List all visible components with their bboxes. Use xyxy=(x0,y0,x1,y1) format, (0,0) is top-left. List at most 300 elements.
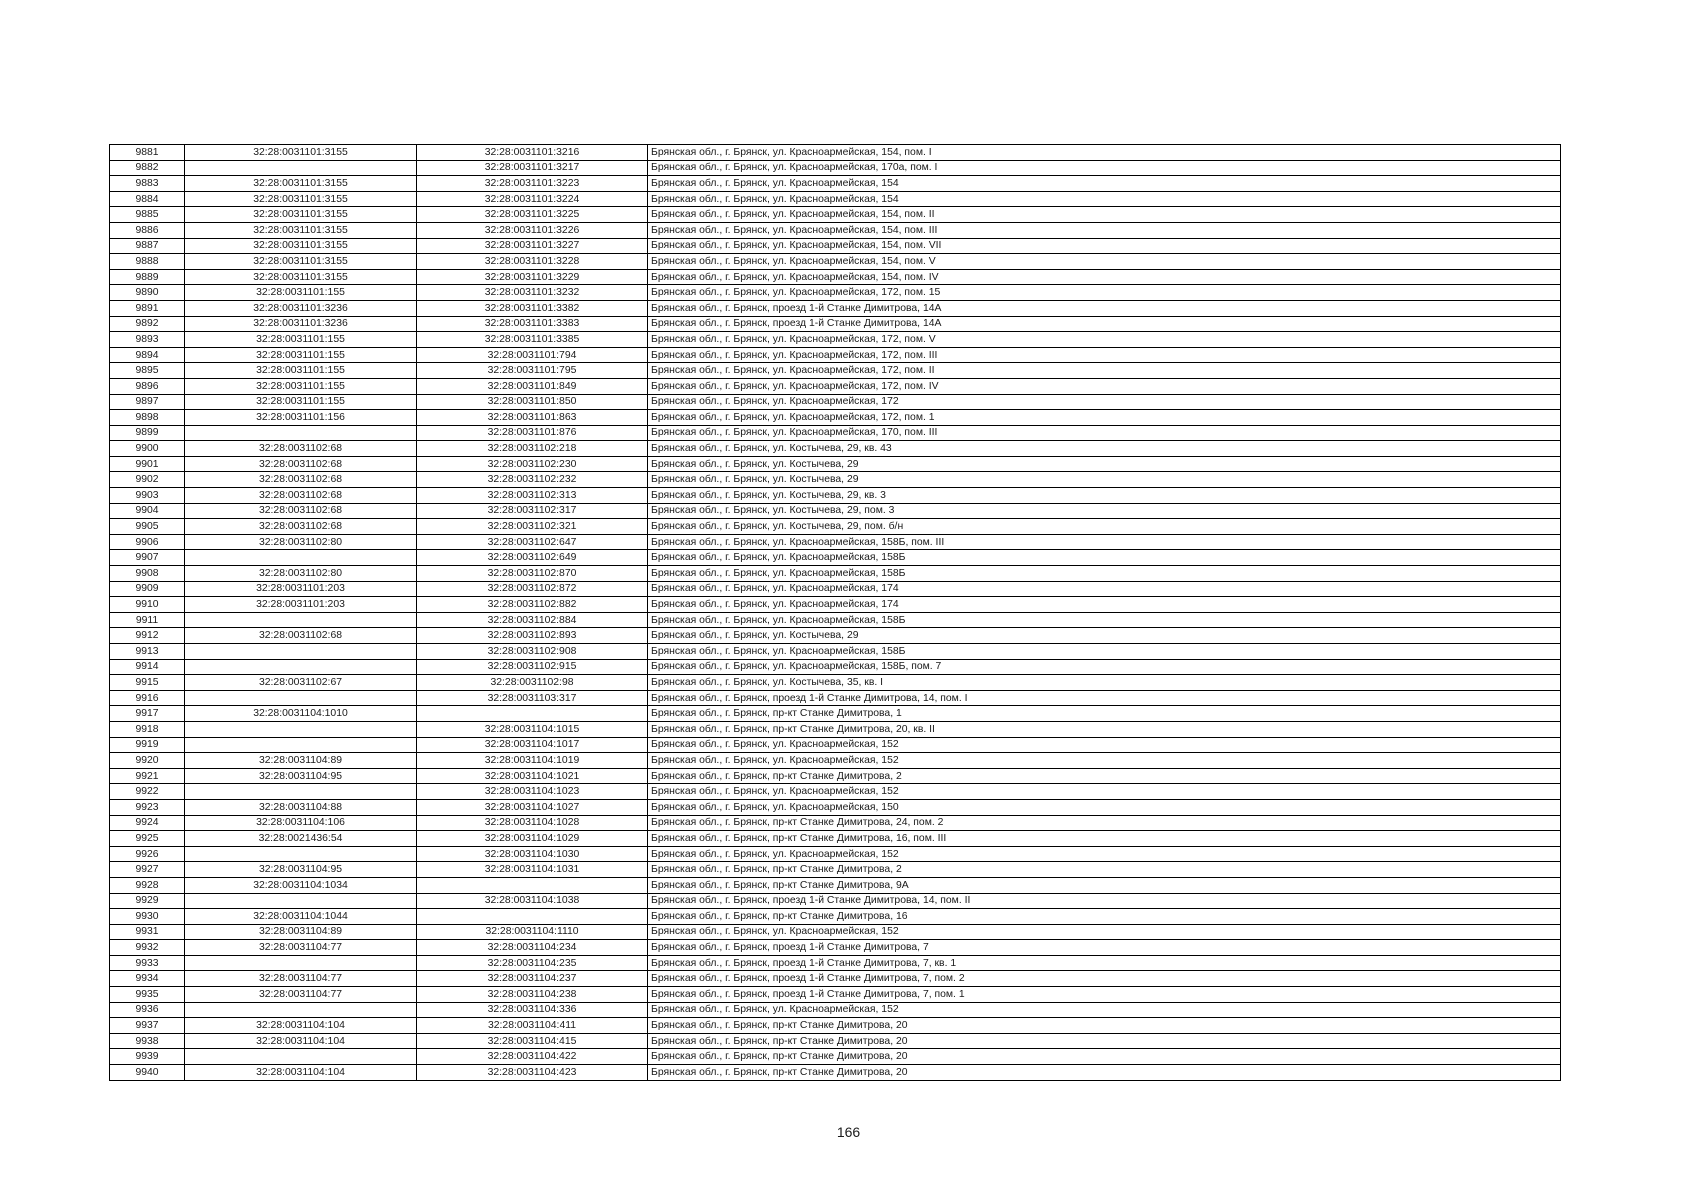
address-cell: Брянская обл., г. Брянск, ул. Красноармейская, 170а, пом. I xyxy=(648,160,1561,176)
table-row xyxy=(110,254,1561,270)
address-cell: Брянская обл., г. Брянск, пр-кт Станке Димитрова, 20 xyxy=(648,1018,1561,1034)
table-row xyxy=(110,659,1561,675)
row-number-cell: 9900 xyxy=(110,441,185,457)
parent-cadastral-number-cell xyxy=(185,955,417,971)
row-number-cell: 9927 xyxy=(110,862,185,878)
row-number-cell: 9929 xyxy=(110,893,185,909)
address-cell: Брянская обл., г. Брянск, ул. Костычева, 35, кв. I xyxy=(648,675,1561,691)
cadastral-number-cell: 32:28:0031102:884 xyxy=(417,612,648,628)
table-row xyxy=(110,456,1561,472)
address-cell: Брянская обл., г. Брянск, пр-кт Станке Димитрова, 20 xyxy=(648,1049,1561,1065)
row-number-cell: 9912 xyxy=(110,628,185,644)
cadastral-number-cell: 32:28:0031101:3223 xyxy=(417,176,648,192)
cadastral-number-cell: 32:28:0031104:1021 xyxy=(417,768,648,784)
table-row xyxy=(110,363,1561,379)
cadastral-number-cell: 32:28:0031102:872 xyxy=(417,581,648,597)
parent-cadastral-number-cell: 32:28:0031101:155 xyxy=(185,332,417,348)
parent-cadastral-number-cell: 32:28:0021436:54 xyxy=(185,831,417,847)
address-cell: Брянская обл., г. Брянск, ул. Красноармейская, 154, пом. V xyxy=(648,254,1561,270)
parent-cadastral-number-cell: 32:28:0031104:77 xyxy=(185,971,417,987)
parent-cadastral-number-cell: 32:28:0031101:203 xyxy=(185,597,417,613)
cadastral-number-cell: 32:28:0031104:422 xyxy=(417,1049,648,1065)
address-cell: Брянская обл., г. Брянск, ул. Костычева, 29, кв. 43 xyxy=(648,441,1561,457)
address-cell: Брянская обл., г. Брянск, ул. Костычева, 29 xyxy=(648,628,1561,644)
address-cell: Брянская обл., г. Брянск, ул. Красноармейская, 152 xyxy=(648,784,1561,800)
table-row xyxy=(110,222,1561,238)
address-cell: Брянская обл., г. Брянск, ул. Костычева, 29, пом. б/н xyxy=(648,519,1561,535)
table-row xyxy=(110,160,1561,176)
cadastral-number-cell: 32:28:0031104:1023 xyxy=(417,784,648,800)
address-cell: Брянская обл., г. Брянск, ул. Красноармейская, 172, пом. IV xyxy=(648,378,1561,394)
row-number-cell: 9888 xyxy=(110,254,185,270)
parent-cadastral-number-cell: 32:28:0031101:3155 xyxy=(185,238,417,254)
cadastral-number-cell: 32:28:0031102:908 xyxy=(417,644,648,660)
parent-cadastral-number-cell xyxy=(185,737,417,753)
row-number-cell: 9903 xyxy=(110,488,185,504)
address-cell: Брянская обл., г. Брянск, пр-кт Станке Димитрова, 20, кв. II xyxy=(648,721,1561,737)
cadastral-number-cell: 32:28:0031104:415 xyxy=(417,1033,648,1049)
parent-cadastral-number-cell: 32:28:0031101:3155 xyxy=(185,254,417,270)
parent-cadastral-number-cell: 32:28:0031101:155 xyxy=(185,394,417,410)
cadastral-number-cell: 32:28:0031101:3227 xyxy=(417,238,648,254)
address-cell: Брянская обл., г. Брянск, ул. Красноармейская, 152 xyxy=(648,753,1561,769)
row-number-cell: 9898 xyxy=(110,410,185,426)
table-row xyxy=(110,893,1561,909)
parent-cadastral-number-cell: 32:28:0031101:3236 xyxy=(185,316,417,332)
row-number-cell: 9882 xyxy=(110,160,185,176)
address-cell: Брянская обл., г. Брянск, пр-кт Станке Димитрова, 9А xyxy=(648,877,1561,893)
address-cell: Брянская обл., г. Брянск, ул. Костычева, 29, пом. 3 xyxy=(648,503,1561,519)
row-number-cell: 9920 xyxy=(110,753,185,769)
cadastral-number-cell: 32:28:0031104:1027 xyxy=(417,799,648,815)
parent-cadastral-number-cell xyxy=(185,160,417,176)
row-number-cell: 9889 xyxy=(110,269,185,285)
cadastral-number-cell: 32:28:0031104:235 xyxy=(417,955,648,971)
table-row xyxy=(110,1065,1561,1081)
table-row xyxy=(110,534,1561,550)
row-number-cell: 9896 xyxy=(110,378,185,394)
address-cell: Брянская обл., г. Брянск, ул. Красноармейская, 174 xyxy=(648,581,1561,597)
address-cell: Брянская обл., г. Брянск, пр-кт Станке Димитрова, 20 xyxy=(648,1033,1561,1049)
page-number: 166 xyxy=(836,1124,861,1140)
row-number-cell: 9932 xyxy=(110,940,185,956)
parent-cadastral-number-cell xyxy=(185,425,417,441)
row-number-cell: 9902 xyxy=(110,472,185,488)
cadastral-number-cell: 32:28:0031104:411 xyxy=(417,1018,648,1034)
cadastral-number-cell: 32:28:0031101:863 xyxy=(417,410,648,426)
cadastral-number-cell: 32:28:0031101:3382 xyxy=(417,300,648,316)
address-cell: Брянская обл., г. Брянск, проезд 1-й Станке Димитрова, 7 xyxy=(648,940,1561,956)
table-row xyxy=(110,176,1561,192)
row-number-cell: 9884 xyxy=(110,191,185,207)
cadastral-number-cell: 32:28:0031102:882 xyxy=(417,597,648,613)
table-row xyxy=(110,238,1561,254)
row-number-cell: 9887 xyxy=(110,238,185,254)
cadastral-table xyxy=(109,144,1561,1081)
row-number-cell: 9917 xyxy=(110,706,185,722)
parent-cadastral-number-cell: 32:28:0031104:89 xyxy=(185,753,417,769)
cadastral-number-cell: 32:28:0031103:317 xyxy=(417,690,648,706)
parent-cadastral-number-cell xyxy=(185,1049,417,1065)
table-row xyxy=(110,1002,1561,1018)
parent-cadastral-number-cell xyxy=(185,690,417,706)
cadastral-number-cell: 32:28:0031101:3226 xyxy=(417,222,648,238)
address-cell: Брянская обл., г. Брянск, ул. Костычева, 29 xyxy=(648,472,1561,488)
table-row xyxy=(110,909,1561,925)
address-cell: Брянская обл., г. Брянск, пр-кт Станке Димитрова, 20 xyxy=(648,1065,1561,1081)
parent-cadastral-number-cell xyxy=(185,1002,417,1018)
cadastral-number-cell: 32:28:0031101:3224 xyxy=(417,191,648,207)
parent-cadastral-number-cell: 32:28:0031101:155 xyxy=(185,285,417,301)
parent-cadastral-number-cell: 32:28:0031102:68 xyxy=(185,441,417,457)
table-row xyxy=(110,831,1561,847)
row-number-cell: 9909 xyxy=(110,581,185,597)
table-row xyxy=(110,924,1561,940)
parent-cadastral-number-cell: 32:28:0031101:155 xyxy=(185,378,417,394)
table-row xyxy=(110,378,1561,394)
table-row xyxy=(110,441,1561,457)
table-row xyxy=(110,1018,1561,1034)
table-row xyxy=(110,675,1561,691)
address-cell: Брянская обл., г. Брянск, ул. Красноармейская, 154, пом. III xyxy=(648,222,1561,238)
row-number-cell: 9899 xyxy=(110,425,185,441)
row-number-cell: 9905 xyxy=(110,519,185,535)
table-row xyxy=(110,1033,1561,1049)
row-number-cell: 9907 xyxy=(110,550,185,566)
cadastral-number-cell: 32:28:0031104:1029 xyxy=(417,831,648,847)
address-cell: Брянская обл., г. Брянск, ул. Красноармейская, 174 xyxy=(648,597,1561,613)
address-cell: Брянская обл., г. Брянск, ул. Красноармейская, 172 xyxy=(648,394,1561,410)
cadastral-number-cell: 32:28:0031102:317 xyxy=(417,503,648,519)
table-row xyxy=(110,971,1561,987)
row-number-cell: 9892 xyxy=(110,316,185,332)
cadastral-number-cell: 32:28:0031102:313 xyxy=(417,488,648,504)
cadastral-number-cell: 32:28:0031101:3216 xyxy=(417,145,648,161)
parent-cadastral-number-cell: 32:28:0031101:155 xyxy=(185,347,417,363)
row-number-cell: 9893 xyxy=(110,332,185,348)
row-number-cell: 9922 xyxy=(110,784,185,800)
table-row xyxy=(110,550,1561,566)
address-cell: Брянская обл., г. Брянск, проезд 1-й Станке Димитрова, 14А xyxy=(648,316,1561,332)
cadastral-number-cell: 32:28:0031104:234 xyxy=(417,940,648,956)
address-cell: Брянская обл., г. Брянск, ул. Красноармейская, 152 xyxy=(648,737,1561,753)
parent-cadastral-number-cell: 32:28:0031101:3155 xyxy=(185,222,417,238)
parent-cadastral-number-cell xyxy=(185,784,417,800)
row-number-cell: 9921 xyxy=(110,768,185,784)
cadastral-number-cell xyxy=(417,909,648,925)
address-cell: Брянская обл., г. Брянск, ул. Красноармейская, 170, пом. III xyxy=(648,425,1561,441)
address-cell: Брянская обл., г. Брянск, ул. Красноармейская, 158Б xyxy=(648,566,1561,582)
address-cell: Брянская обл., г. Брянск, ул. Красноармейская, 158Б xyxy=(648,550,1561,566)
address-cell: Брянская обл., г. Брянск, пр-кт Станке Димитрова, 2 xyxy=(648,768,1561,784)
cadastral-number-cell: 32:28:0031102:218 xyxy=(417,441,648,457)
table-row xyxy=(110,768,1561,784)
row-number-cell: 9894 xyxy=(110,347,185,363)
address-cell: Брянская обл., г. Брянск, ул. Красноармейская, 158Б xyxy=(648,644,1561,660)
row-number-cell: 9928 xyxy=(110,877,185,893)
parent-cadastral-number-cell: 32:28:0031101:3155 xyxy=(185,145,417,161)
row-number-cell: 9901 xyxy=(110,456,185,472)
parent-cadastral-number-cell: 32:28:0031104:77 xyxy=(185,987,417,1003)
row-number-cell: 9897 xyxy=(110,394,185,410)
address-cell: Брянская обл., г. Брянск, ул. Красноармейская, 152 xyxy=(648,1002,1561,1018)
cadastral-number-cell: 32:28:0031104:238 xyxy=(417,987,648,1003)
address-cell: Брянская обл., г. Брянск, ул. Красноармейская, 154, пом. VII xyxy=(648,238,1561,254)
cadastral-number-cell: 32:28:0031101:3383 xyxy=(417,316,648,332)
table-row xyxy=(110,877,1561,893)
cadastral-number-cell: 32:28:0031104:1015 xyxy=(417,721,648,737)
parent-cadastral-number-cell: 32:28:0031104:104 xyxy=(185,1033,417,1049)
parent-cadastral-number-cell xyxy=(185,846,417,862)
table-row xyxy=(110,628,1561,644)
table-row xyxy=(110,207,1561,223)
table-row xyxy=(110,503,1561,519)
table-row xyxy=(110,815,1561,831)
address-cell: Брянская обл., г. Брянск, проезд 1-й Станке Димитрова, 7, пом. 1 xyxy=(648,987,1561,1003)
row-number-cell: 9913 xyxy=(110,644,185,660)
parent-cadastral-number-cell: 32:28:0031101:155 xyxy=(185,363,417,379)
parent-cadastral-number-cell: 32:28:0031101:3155 xyxy=(185,191,417,207)
row-number-cell: 9911 xyxy=(110,612,185,628)
row-number-cell: 9930 xyxy=(110,909,185,925)
table-row xyxy=(110,862,1561,878)
parent-cadastral-number-cell xyxy=(185,644,417,660)
table-row xyxy=(110,488,1561,504)
cadastral-number-cell: 32:28:0031102:321 xyxy=(417,519,648,535)
table-row xyxy=(110,940,1561,956)
row-number-cell: 9904 xyxy=(110,503,185,519)
table-row xyxy=(110,987,1561,1003)
cadastral-number-cell: 32:28:0031104:1019 xyxy=(417,753,648,769)
cadastral-number-cell: 32:28:0031102:649 xyxy=(417,550,648,566)
address-cell: Брянская обл., г. Брянск, ул. Красноармейская, 154, пом. II xyxy=(648,207,1561,223)
table-row xyxy=(110,285,1561,301)
table-row xyxy=(110,332,1561,348)
row-number-cell: 9919 xyxy=(110,737,185,753)
address-cell: Брянская обл., г. Брянск, ул. Красноармейская, 172, пом. 15 xyxy=(648,285,1561,301)
row-number-cell: 9886 xyxy=(110,222,185,238)
row-number-cell: 9883 xyxy=(110,176,185,192)
row-number-cell: 9925 xyxy=(110,831,185,847)
parent-cadastral-number-cell: 32:28:0031104:1010 xyxy=(185,706,417,722)
table-row xyxy=(110,846,1561,862)
table-row xyxy=(110,737,1561,753)
row-number-cell: 9881 xyxy=(110,145,185,161)
row-number-cell: 9939 xyxy=(110,1049,185,1065)
row-number-cell: 9918 xyxy=(110,721,185,737)
parent-cadastral-number-cell: 32:28:0031104:95 xyxy=(185,862,417,878)
table-row xyxy=(110,690,1561,706)
table-row xyxy=(110,394,1561,410)
row-number-cell: 9931 xyxy=(110,924,185,940)
parent-cadastral-number-cell: 32:28:0031104:104 xyxy=(185,1065,417,1081)
address-cell: Брянская обл., г. Брянск, ул. Костычева, 29, кв. 3 xyxy=(648,488,1561,504)
table-row xyxy=(110,644,1561,660)
cadastral-number-cell: 32:28:0031102:232 xyxy=(417,472,648,488)
address-cell: Брянская обл., г. Брянск, ул. Красноармейская, 154, пом. I xyxy=(648,145,1561,161)
parent-cadastral-number-cell: 32:28:0031102:80 xyxy=(185,534,417,550)
row-number-cell: 9933 xyxy=(110,955,185,971)
table-row xyxy=(110,784,1561,800)
cadastral-number-cell: 32:28:0031104:1110 xyxy=(417,924,648,940)
parent-cadastral-number-cell xyxy=(185,659,417,675)
address-cell: Брянская обл., г. Брянск, ул. Красноармейская, 172, пом. 1 xyxy=(648,410,1561,426)
table-row xyxy=(110,300,1561,316)
row-number-cell: 9885 xyxy=(110,207,185,223)
address-cell: Брянская обл., г. Брянск, ул. Красноармейская, 152 xyxy=(648,924,1561,940)
parent-cadastral-number-cell xyxy=(185,550,417,566)
table-row xyxy=(110,566,1561,582)
row-number-cell: 9926 xyxy=(110,846,185,862)
row-number-cell: 9916 xyxy=(110,690,185,706)
table-row xyxy=(110,145,1561,161)
table-row xyxy=(110,472,1561,488)
table-row xyxy=(110,425,1561,441)
address-cell: Брянская обл., г. Брянск, проезд 1-й Станке Димитрова, 14А xyxy=(648,300,1561,316)
address-cell: Брянская обл., г. Брянск, ул. Красноармейская, 172, пом. III xyxy=(648,347,1561,363)
row-number-cell: 9906 xyxy=(110,534,185,550)
row-number-cell: 9935 xyxy=(110,987,185,1003)
cadastral-number-cell: 32:28:0031101:850 xyxy=(417,394,648,410)
parent-cadastral-number-cell: 32:28:0031104:95 xyxy=(185,768,417,784)
parent-cadastral-number-cell: 32:28:0031102:68 xyxy=(185,519,417,535)
address-cell: Брянская обл., г. Брянск, ул. Красноармейская, 172, пом. II xyxy=(648,363,1561,379)
row-number-cell: 9914 xyxy=(110,659,185,675)
table-row xyxy=(110,753,1561,769)
row-number-cell: 9938 xyxy=(110,1033,185,1049)
address-cell: Брянская обл., г. Брянск, ул. Красноармейская, 152 xyxy=(648,846,1561,862)
row-number-cell: 9895 xyxy=(110,363,185,379)
cadastral-number-cell xyxy=(417,877,648,893)
row-number-cell: 9934 xyxy=(110,971,185,987)
table-row xyxy=(110,191,1561,207)
row-number-cell: 9890 xyxy=(110,285,185,301)
cadastral-number-cell: 32:28:0031101:3217 xyxy=(417,160,648,176)
parent-cadastral-number-cell: 32:28:0031101:3155 xyxy=(185,269,417,285)
parent-cadastral-number-cell xyxy=(185,893,417,909)
cadastral-number-cell: 32:28:0031104:237 xyxy=(417,971,648,987)
table-row xyxy=(110,612,1561,628)
address-cell: Брянская обл., г. Брянск, проезд 1-й Станке Димитрова, 14, пом. II xyxy=(648,893,1561,909)
address-cell: Брянская обл., г. Брянск, ул. Красноармейская, 154 xyxy=(648,191,1561,207)
cadastral-number-cell: 32:28:0031101:3225 xyxy=(417,207,648,223)
table-row xyxy=(110,410,1561,426)
table-row xyxy=(110,1049,1561,1065)
table-row xyxy=(110,581,1561,597)
cadastral-number-cell: 32:28:0031102:893 xyxy=(417,628,648,644)
cadastral-number-cell: 32:28:0031104:1028 xyxy=(417,815,648,831)
cadastral-number-cell: 32:28:0031104:423 xyxy=(417,1065,648,1081)
table-body xyxy=(110,145,1561,1081)
address-cell: Брянская обл., г. Брянск, проезд 1-й Станке Димитрова, 7, пом. 2 xyxy=(648,971,1561,987)
cadastral-number-cell: 32:28:0031104:1030 xyxy=(417,846,648,862)
address-cell: Брянская обл., г. Брянск, проезд 1-й Станке Димитрова, 7, кв. 1 xyxy=(648,955,1561,971)
address-cell: Брянская обл., г. Брянск, ул. Красноармейская, 158Б xyxy=(648,612,1561,628)
cadastral-number-cell: 32:28:0031101:876 xyxy=(417,425,648,441)
row-number-cell: 9937 xyxy=(110,1018,185,1034)
cadastral-number-cell: 32:28:0031101:3229 xyxy=(417,269,648,285)
parent-cadastral-number-cell: 32:28:0031101:3155 xyxy=(185,176,417,192)
table-row xyxy=(110,519,1561,535)
row-number-cell: 9910 xyxy=(110,597,185,613)
parent-cadastral-number-cell: 32:28:0031102:68 xyxy=(185,628,417,644)
parent-cadastral-number-cell: 32:28:0031104:1044 xyxy=(185,909,417,925)
address-cell: Брянская обл., г. Брянск, проезд 1-й Станке Димитрова, 14, пом. I xyxy=(648,690,1561,706)
cadastral-number-cell: 32:28:0031104:1031 xyxy=(417,862,648,878)
cadastral-number-cell: 32:28:0031101:3228 xyxy=(417,254,648,270)
cadastral-number-cell: 32:28:0031101:794 xyxy=(417,347,648,363)
address-cell: Брянская обл., г. Брянск, ул. Красноармейская, 154 xyxy=(648,176,1561,192)
address-cell: Брянская обл., г. Брянск, пр-кт Станке Димитрова, 2 xyxy=(648,862,1561,878)
address-cell: Брянская обл., г. Брянск, пр-кт Станке Димитрова, 24, пом. 2 xyxy=(648,815,1561,831)
cadastral-number-cell: 32:28:0031102:870 xyxy=(417,566,648,582)
row-number-cell: 9891 xyxy=(110,300,185,316)
table-row xyxy=(110,721,1561,737)
table-row xyxy=(110,706,1561,722)
parent-cadastral-number-cell: 32:28:0031101:156 xyxy=(185,410,417,426)
cadastral-number-cell xyxy=(417,706,648,722)
row-number-cell: 9940 xyxy=(110,1065,185,1081)
parent-cadastral-number-cell: 32:28:0031102:80 xyxy=(185,566,417,582)
address-cell: Брянская обл., г. Брянск, пр-кт Станке Димитрова, 16, пом. III xyxy=(648,831,1561,847)
row-number-cell: 9924 xyxy=(110,815,185,831)
address-cell: Брянская обл., г. Брянск, ул. Костычева, 29 xyxy=(648,456,1561,472)
address-cell: Брянская обл., г. Брянск, ул. Красноармейская, 154, пом. IV xyxy=(648,269,1561,285)
table-row xyxy=(110,597,1561,613)
row-number-cell: 9936 xyxy=(110,1002,185,1018)
cadastral-number-cell: 32:28:0031101:3385 xyxy=(417,332,648,348)
cadastral-number-cell: 32:28:0031102:98 xyxy=(417,675,648,691)
parent-cadastral-number-cell: 32:28:0031104:77 xyxy=(185,940,417,956)
parent-cadastral-number-cell: 32:28:0031104:88 xyxy=(185,799,417,815)
parent-cadastral-number-cell xyxy=(185,612,417,628)
table-row xyxy=(110,955,1561,971)
address-cell: Брянская обл., г. Брянск, пр-кт Станке Димитрова, 1 xyxy=(648,706,1561,722)
parent-cadastral-number-cell xyxy=(185,721,417,737)
row-number-cell: 9915 xyxy=(110,675,185,691)
cadastral-number-cell: 32:28:0031101:849 xyxy=(417,378,648,394)
cadastral-number-cell: 32:28:0031102:647 xyxy=(417,534,648,550)
address-cell: Брянская обл., г. Брянск, ул. Красноармейская, 158Б, пом. 7 xyxy=(648,659,1561,675)
address-cell: Брянская обл., г. Брянск, ул. Красноармейская, 172, пом. V xyxy=(648,332,1561,348)
table-row xyxy=(110,269,1561,285)
cadastral-number-cell: 32:28:0031104:1017 xyxy=(417,737,648,753)
parent-cadastral-number-cell: 32:28:0031102:67 xyxy=(185,675,417,691)
parent-cadastral-number-cell: 32:28:0031102:68 xyxy=(185,472,417,488)
parent-cadastral-number-cell: 32:28:0031101:3155 xyxy=(185,207,417,223)
parent-cadastral-number-cell: 32:28:0031104:89 xyxy=(185,924,417,940)
address-cell: Брянская обл., г. Брянск, пр-кт Станке Димитрова, 16 xyxy=(648,909,1561,925)
parent-cadastral-number-cell: 32:28:0031102:68 xyxy=(185,456,417,472)
address-cell: Брянская обл., г. Брянск, ул. Красноармейская, 158Б, пом. III xyxy=(648,534,1561,550)
row-number-cell: 9908 xyxy=(110,566,185,582)
cadastral-number-cell: 32:28:0031104:1038 xyxy=(417,893,648,909)
cadastral-number-cell: 32:28:0031101:3232 xyxy=(417,285,648,301)
cadastral-number-cell: 32:28:0031104:336 xyxy=(417,1002,648,1018)
parent-cadastral-number-cell: 32:28:0031104:106 xyxy=(185,815,417,831)
parent-cadastral-number-cell: 32:28:0031102:68 xyxy=(185,488,417,504)
table-row xyxy=(110,347,1561,363)
parent-cadastral-number-cell: 32:28:0031101:3236 xyxy=(185,300,417,316)
parent-cadastral-number-cell: 32:28:0031104:104 xyxy=(185,1018,417,1034)
table-row xyxy=(110,316,1561,332)
parent-cadastral-number-cell: 32:28:0031104:1034 xyxy=(185,877,417,893)
cadastral-number-cell: 32:28:0031102:230 xyxy=(417,456,648,472)
parent-cadastral-number-cell: 32:28:0031101:203 xyxy=(185,581,417,597)
cadastral-number-cell: 32:28:0031102:915 xyxy=(417,659,648,675)
parent-cadastral-number-cell: 32:28:0031102:68 xyxy=(185,503,417,519)
address-cell: Брянская обл., г. Брянск, ул. Красноармейская, 150 xyxy=(648,799,1561,815)
